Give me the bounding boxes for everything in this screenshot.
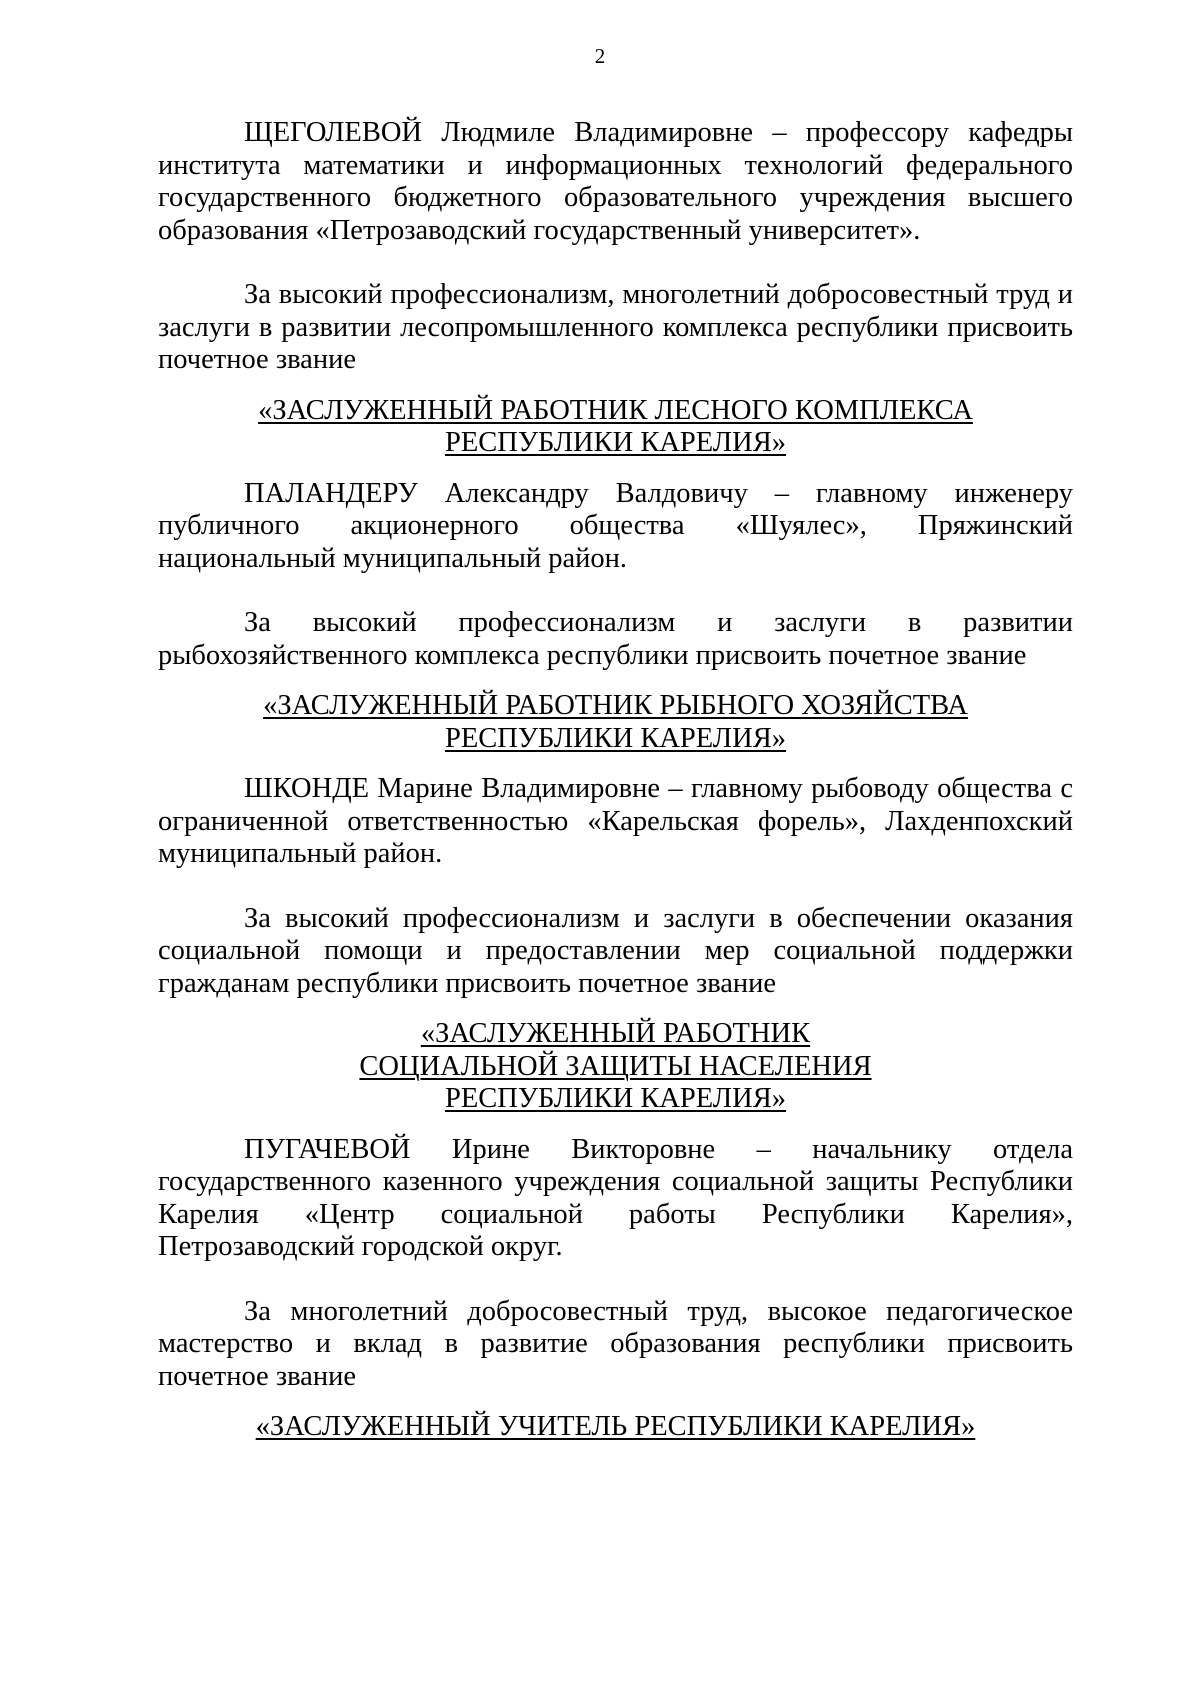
page-number: 2 — [594, 44, 606, 68]
title-line: «ЗАСЛУЖЕННЫЙ РАБОТНИК РЫБНОГО ХОЗЯЙСТВА — [263, 690, 968, 721]
title-line: РЕСПУБЛИКИ КАРЕЛИЯ» — [445, 1083, 786, 1114]
title-line: «ЗАСЛУЖЕННЫЙ РАБОТНИК — [420, 1018, 811, 1049]
title-line: РЕСПУБЛИКИ КАРЕЛИЯ» — [445, 722, 786, 754]
title-teacher — [158, 1411, 1073, 1444]
paragraph-social-award-reason: За высокий профессионализм и заслуги в обеспечении оказания социальной помощи и предоставлении мер социальной поддержки гражданам республики присвоить почетное звание — [158, 902, 1073, 999]
title-line: СОЦИАЛЬНОЙ ЗАЩИТЫ НАСЕЛЕНИЯ — [359, 1050, 872, 1082]
title-fishery — [158, 690, 1073, 755]
paragraph-palander: ПАЛАНДЕРУ Александру Валдовичу – главному инженеру публичного акционерного общества «Шуялес», Пряжинский национальный муниципальный район. — [158, 477, 1073, 574]
title-line: «ЗАСЛУЖЕННЫЙ РАБОТНИК ЛЕСНОГО КОМПЛЕКСА — [258, 394, 973, 426]
title-forest-complex — [158, 395, 1073, 460]
title-line: «ЗАСЛУЖЕННЫЙ УЧИТЕЛЬ РЕСПУБЛИКИ КАРЕЛИЯ» — [255, 1411, 976, 1442]
title-line: РЕСПУБЛИКИ КАРЕЛИЯ» — [445, 427, 786, 458]
paragraph-teacher-award-reason: За многолетний добросовестный труд, высокое педагогическое мастерство и вклад в развитие образования республики присвоить почетное звание — [158, 1295, 1073, 1392]
paragraph-forest-award-reason: За высокий профессионализм, многолетний добросовестный труд и заслуги в развитии лесопромышленного комплекса республики присвоить почетное звание — [158, 279, 1073, 375]
paragraph-shchegoleva: ЩЕГОЛЕВОЙ Людмиле Владимировне – профессору кафедры института математики и информационных технологий федерального государственного бюджетного образовательного учреждения высшего образования «Петрозаводский государственный университет». — [158, 117, 1073, 246]
paragraph-fishery-award-reason: За высокий профессионализм и заслуги в развитии рыбохозяйственного комплекса республики присвоить почетное звание — [158, 607, 1073, 671]
title-social-protection — [158, 1018, 1073, 1116]
paragraph-pugacheva: ПУГАЧЕВОЙ Ирине Викторовне – начальнику отдела государственного казенного учреждения социальной защиты Республики Карелия «Центр социальной работы Республики Карелия», Петрозаводский городской округ. — [158, 1133, 1073, 1262]
document-body — [158, 117, 1073, 1444]
paragraph-shkonda: ШКОНДЕ Марине Владимировне – главному рыбоводу общества с ограниченной ответственностью «Карельская форель», Лахденпохский муниципальный район. — [158, 773, 1073, 869]
